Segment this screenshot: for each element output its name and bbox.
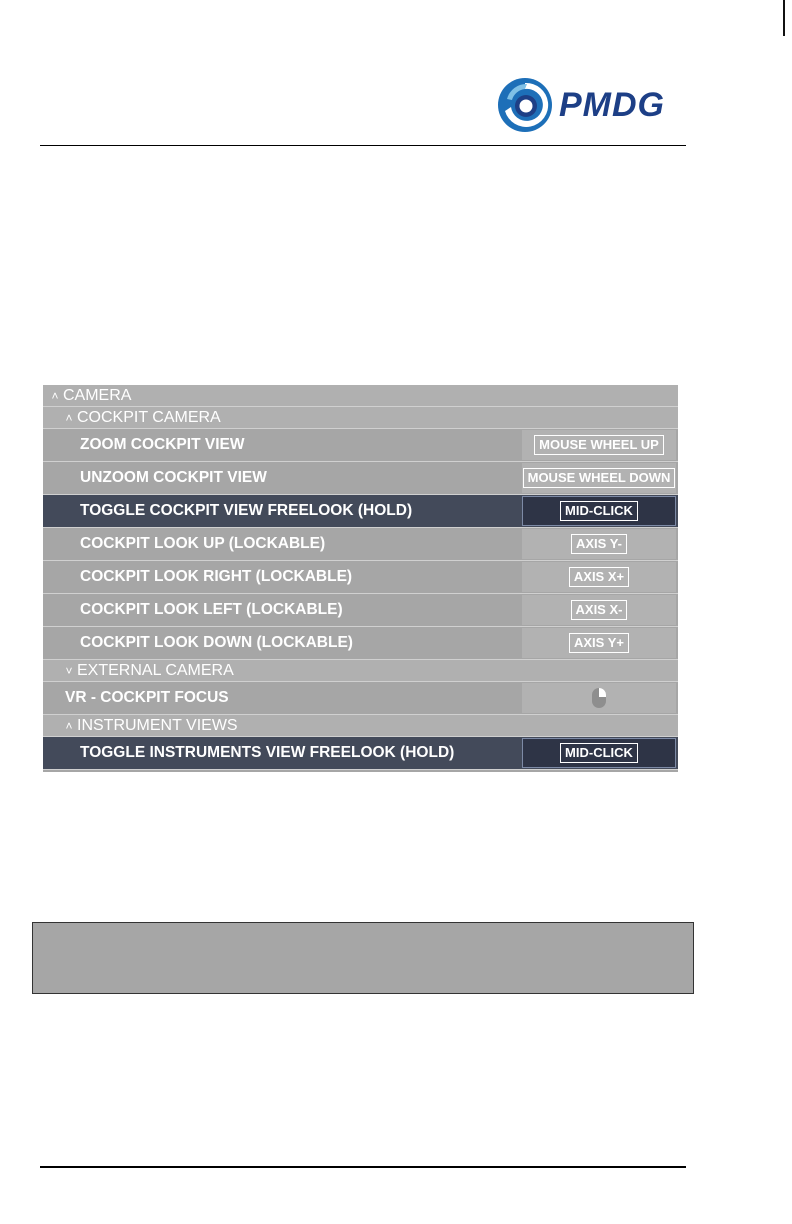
row-text: COCKPIT LOOK LEFT (LOCKABLE) (80, 601, 343, 618)
note-box (32, 922, 694, 994)
binding-row[interactable] (43, 462, 678, 495)
row-text: TOGGLE COCKPIT VIEW FREELOOK (HOLD) (80, 502, 413, 519)
binding-row[interactable] (43, 627, 678, 660)
key-binding-cell[interactable] (522, 463, 676, 493)
binding-row[interactable] (43, 429, 678, 462)
category-row[interactable] (43, 385, 678, 407)
row-text: TOGGLE INSTRUMENTS VIEW FREELOOK (HOLD) (80, 744, 455, 761)
key-binding-cell[interactable] (522, 430, 676, 460)
row-text: EXTERNAL CAMERA (77, 661, 234, 679)
binding-row[interactable] (43, 737, 678, 770)
key-binding-label: MOUSE WHEEL DOWN (523, 468, 676, 488)
binding-label (80, 495, 412, 527)
row-text: CAMERA (63, 386, 132, 404)
binding-label (80, 737, 454, 769)
key-binding-label: AXIS Y+ (569, 633, 629, 653)
row-text: VR - COCKPIT FOCUS (65, 689, 229, 706)
key-binding-label: MID-CLICK (560, 501, 638, 521)
key-binding-cell[interactable] (522, 529, 676, 559)
category-row[interactable] (43, 715, 678, 737)
key-binding-label: AXIS X+ (569, 567, 629, 587)
key-binding-cell[interactable] (522, 738, 676, 768)
corner-margin-rule (783, 0, 785, 36)
key-binding-label: MID-CLICK (560, 743, 638, 763)
row-text: INSTRUMENT VIEWS (77, 716, 238, 734)
row-text: COCKPIT LOOK RIGHT (LOCKABLE) (80, 568, 353, 585)
binding-label (80, 528, 325, 560)
chevron-down-icon[interactable]: ˅ (65, 663, 73, 678)
chevron-up-icon[interactable]: ˄ (65, 718, 73, 733)
category-label (49, 385, 131, 406)
key-binding-cell[interactable] (522, 496, 676, 526)
key-binding-cell[interactable] (522, 683, 676, 713)
row-text: COCKPIT LOOK UP (LOCKABLE) (80, 535, 326, 552)
binding-row[interactable] (43, 594, 678, 627)
key-binding-cell[interactable] (522, 628, 676, 658)
binding-row[interactable] (43, 528, 678, 561)
key-binding-cell[interactable] (522, 562, 676, 592)
footer-rule (40, 1166, 686, 1168)
mouse-left-click-icon (592, 688, 606, 708)
key-binding-label: MOUSE WHEEL UP (534, 435, 664, 455)
category-row[interactable] (43, 407, 678, 429)
chevron-up-icon[interactable]: ˄ (51, 388, 59, 403)
row-text: COCKPIT LOOK DOWN (LOCKABLE) (80, 634, 353, 651)
category-label (63, 660, 234, 681)
binding-label (80, 594, 343, 626)
category-row[interactable] (43, 660, 678, 682)
logo-text: PMDG (559, 85, 665, 124)
binding-label (80, 429, 244, 461)
controls-screenshot-panel (43, 385, 678, 772)
row-text: ZOOM COCKPIT VIEW (80, 436, 245, 453)
binding-label (80, 561, 352, 593)
header-rule (40, 145, 686, 146)
binding-label (65, 682, 229, 714)
binding-label (80, 627, 353, 659)
row-text: COCKPIT CAMERA (77, 408, 221, 426)
pmdg-swirl-icon (497, 77, 553, 133)
binding-row[interactable] (43, 682, 678, 715)
binding-row[interactable] (43, 495, 678, 528)
row-text: UNZOOM COCKPIT VIEW (80, 469, 267, 486)
category-label (63, 407, 221, 428)
key-binding-cell[interactable] (522, 595, 676, 625)
pmdg-logo (497, 77, 665, 133)
category-label (63, 715, 238, 736)
binding-row[interactable] (43, 561, 678, 594)
key-binding-label: AXIS X- (571, 600, 628, 620)
key-binding-label: AXIS Y- (571, 534, 627, 554)
binding-label (80, 462, 267, 494)
chevron-up-icon[interactable]: ˄ (65, 410, 73, 425)
